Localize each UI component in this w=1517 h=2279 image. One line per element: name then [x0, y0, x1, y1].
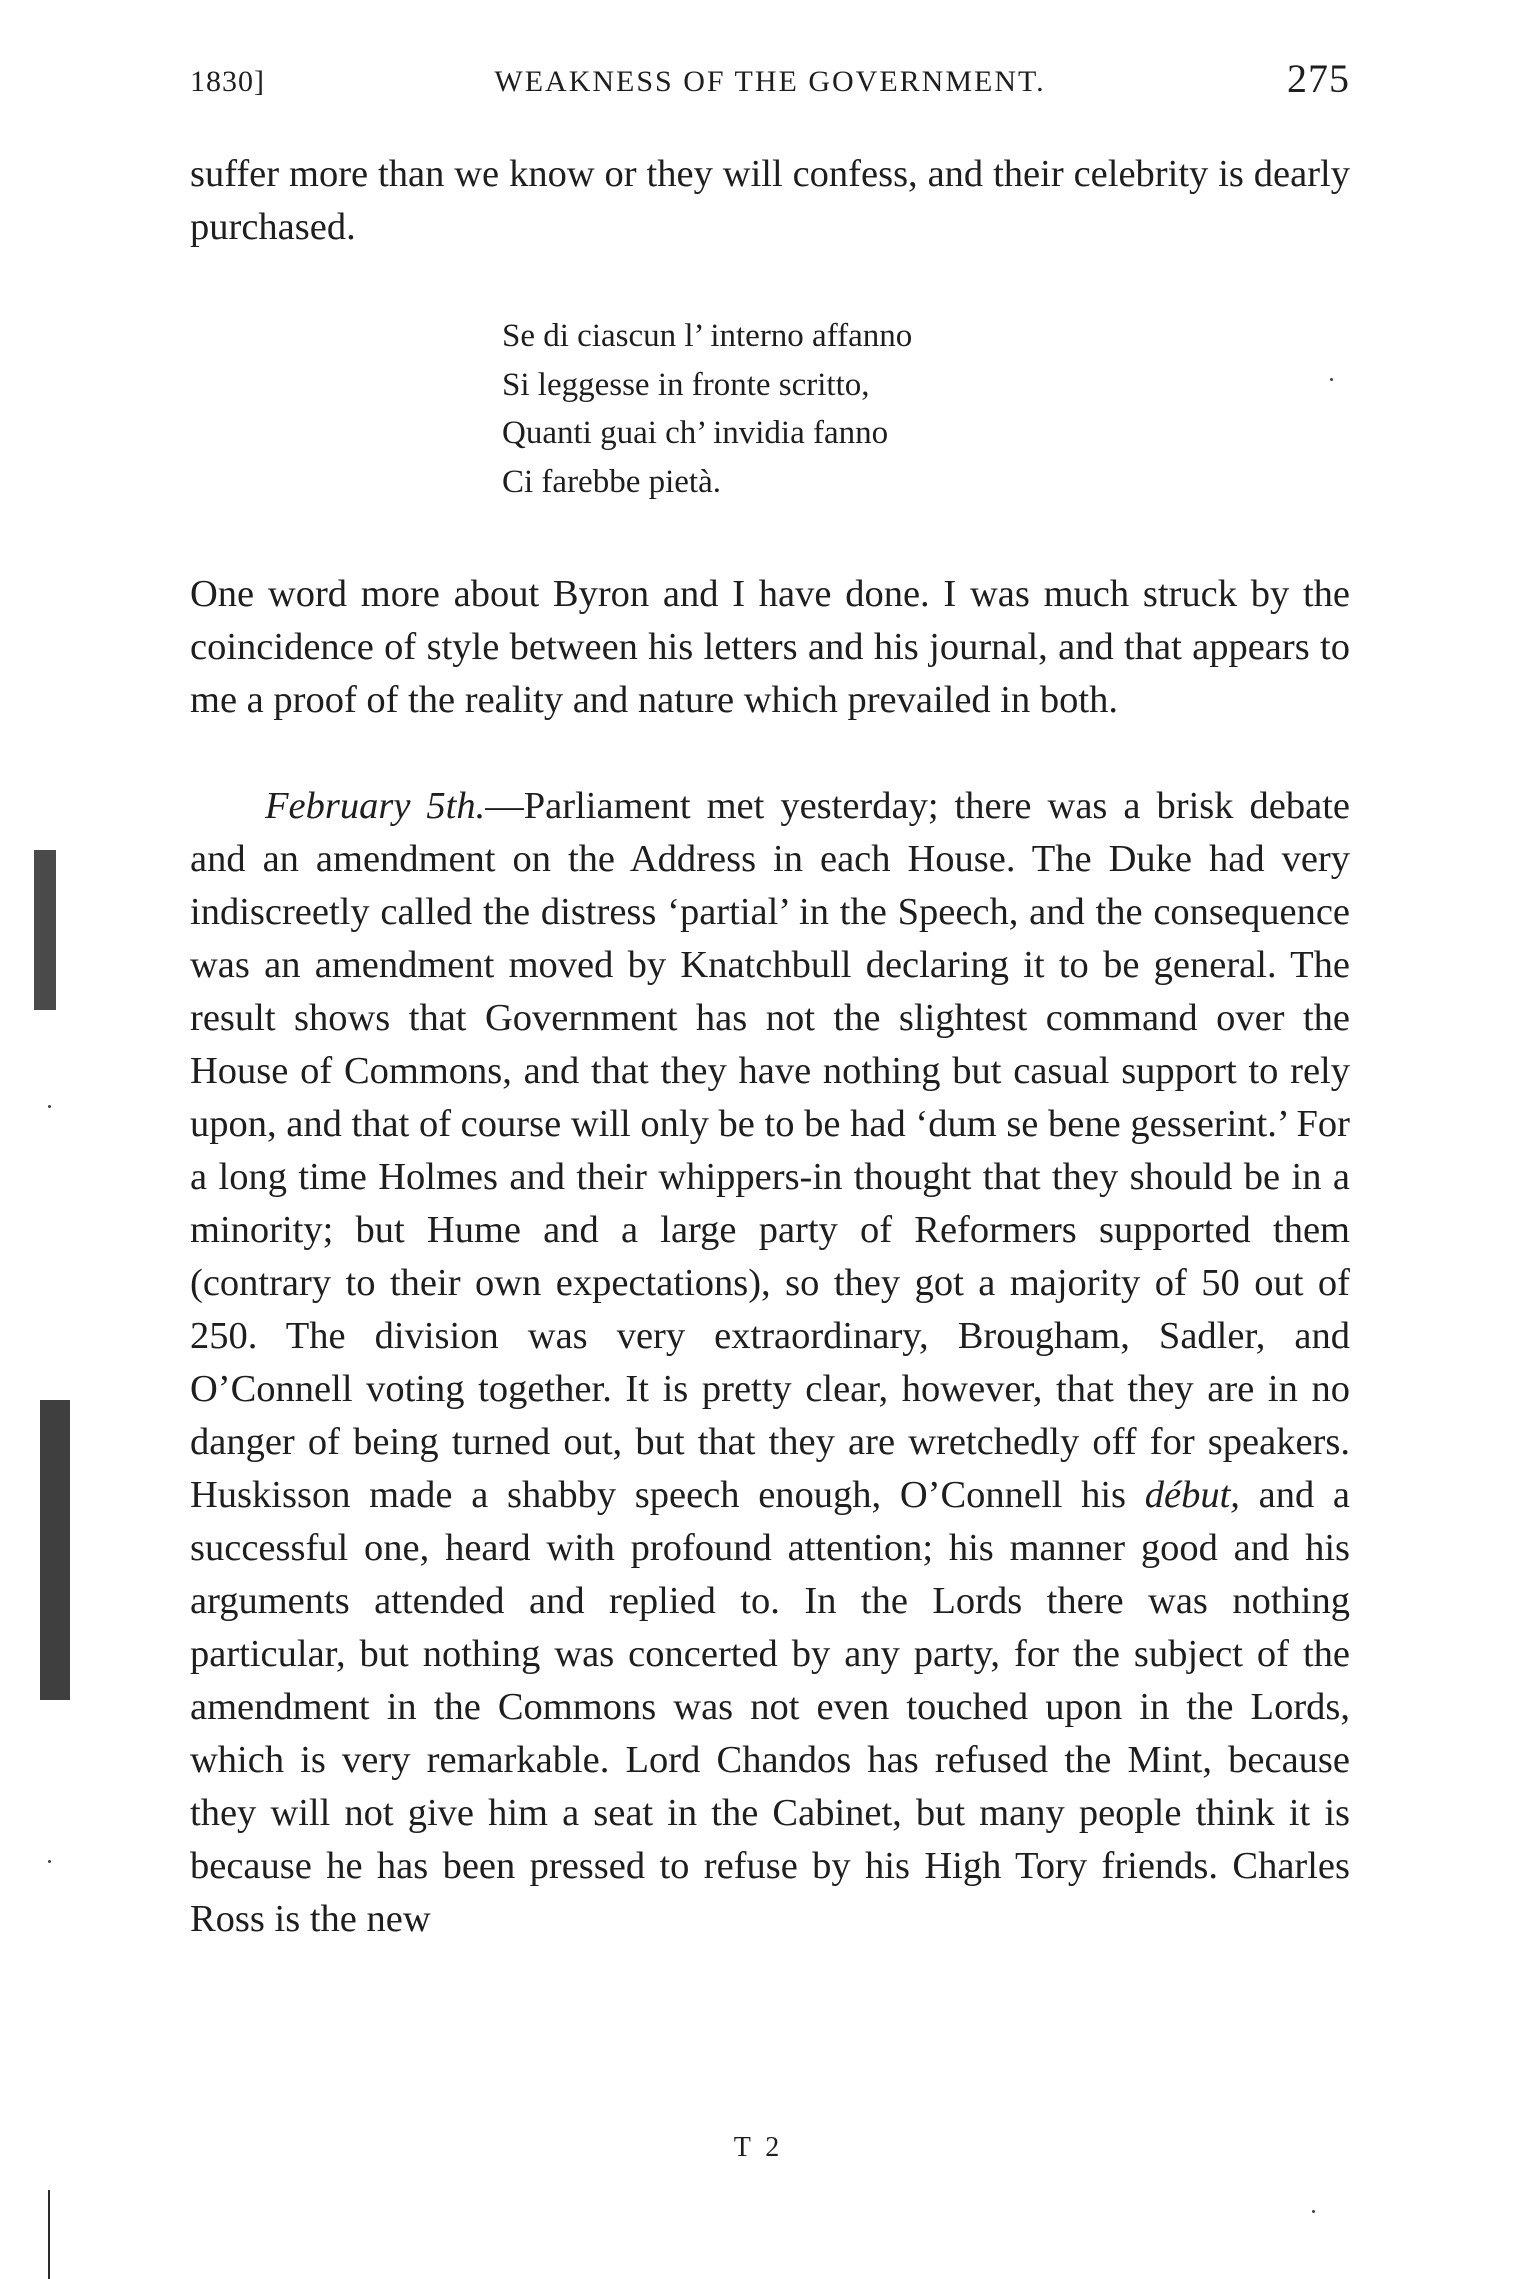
- february-entry-paragraph: [190, 780, 1350, 1946]
- verse-line: Quanti guai ch’ invidia fanno: [502, 415, 889, 451]
- signature-mark: T 2: [733, 2132, 784, 2163]
- entry-text-part-2: and a successful one, heard with profound attention; his manner good and his arguments attended and replied to. In the Lords there was nothing particular, but nothing was concerted by any party, for the subject of the amendment in the Commons was not even touched upon in the Lords, which is very remarkable. Lord Chandos has refused the Mint, because they will not give him a seat in the Cabinet, but many people think it is because he has been pressed to refuse by his High Tory friends. Charles Ross is the new: [190, 1474, 1350, 1940]
- scan-speck: [1312, 2210, 1315, 2213]
- scan-speck: [48, 1860, 51, 1863]
- scan-speck: [1330, 378, 1333, 381]
- header-year: 1830]: [190, 65, 265, 98]
- entry-text-part-1: —Parliament met yesterday; there was a brisk debate and an amendment on the Address in each House. The Duke had very indiscreetly called the distress ‘partial’ in the Speech, and the consequence was an amendment moved by Knatchbull declaring it to be general. The result shows that Government has not the slightest command over the House of Commons, and that they have nothing but casual support to rely upon, and that of course will only be to be had ‘dum se bene gesserint.’ For a long time Holmes and their whippers-in thought that they should be in a minority; but Hume and a large party of Reformers supported them (contrary to their own expectations), so they got a majority of 50 out of 250. The division was very extraordinary, Brougham, Sadler, and O’Connell voting together. It is pretty clear, however, that they are in no danger of being turned out, but that they are wretchedly off for speakers. Huskisson made a shabby speech enough, O’Connell his: [190, 785, 1351, 1516]
- scan-speck: [48, 1105, 51, 1108]
- scan-mark-upper: [34, 850, 56, 1010]
- running-title: WEAKNESS OF THE GOVERNMENT.: [494, 65, 1046, 98]
- debut-word: début,: [1144, 1474, 1240, 1516]
- verse-line: Si leggesse in fronte scritto,: [502, 366, 870, 403]
- italian-verse: [502, 312, 912, 506]
- continued-paragraph: suffer more than we know or they will confess, and their celebrity is dearly purchased.: [190, 153, 1350, 248]
- scan-line-lower: [48, 2190, 50, 2279]
- page-header: [190, 55, 1350, 115]
- page-number: 275: [1287, 56, 1350, 101]
- entry-date: February 5th.: [265, 785, 486, 827]
- verse-line: Se di ciascun l’ interno affanno: [502, 318, 913, 354]
- verse-line: Ci farebbe pietà.: [502, 463, 721, 500]
- scan-mark-lower: [40, 1400, 70, 1700]
- byron-paragraph: One word more about Byron and I have done. I was much struck by the coincidence of style between his letters and his journal, and that appears to me a proof of the reality and nature which prevailed in both.: [190, 573, 1350, 721]
